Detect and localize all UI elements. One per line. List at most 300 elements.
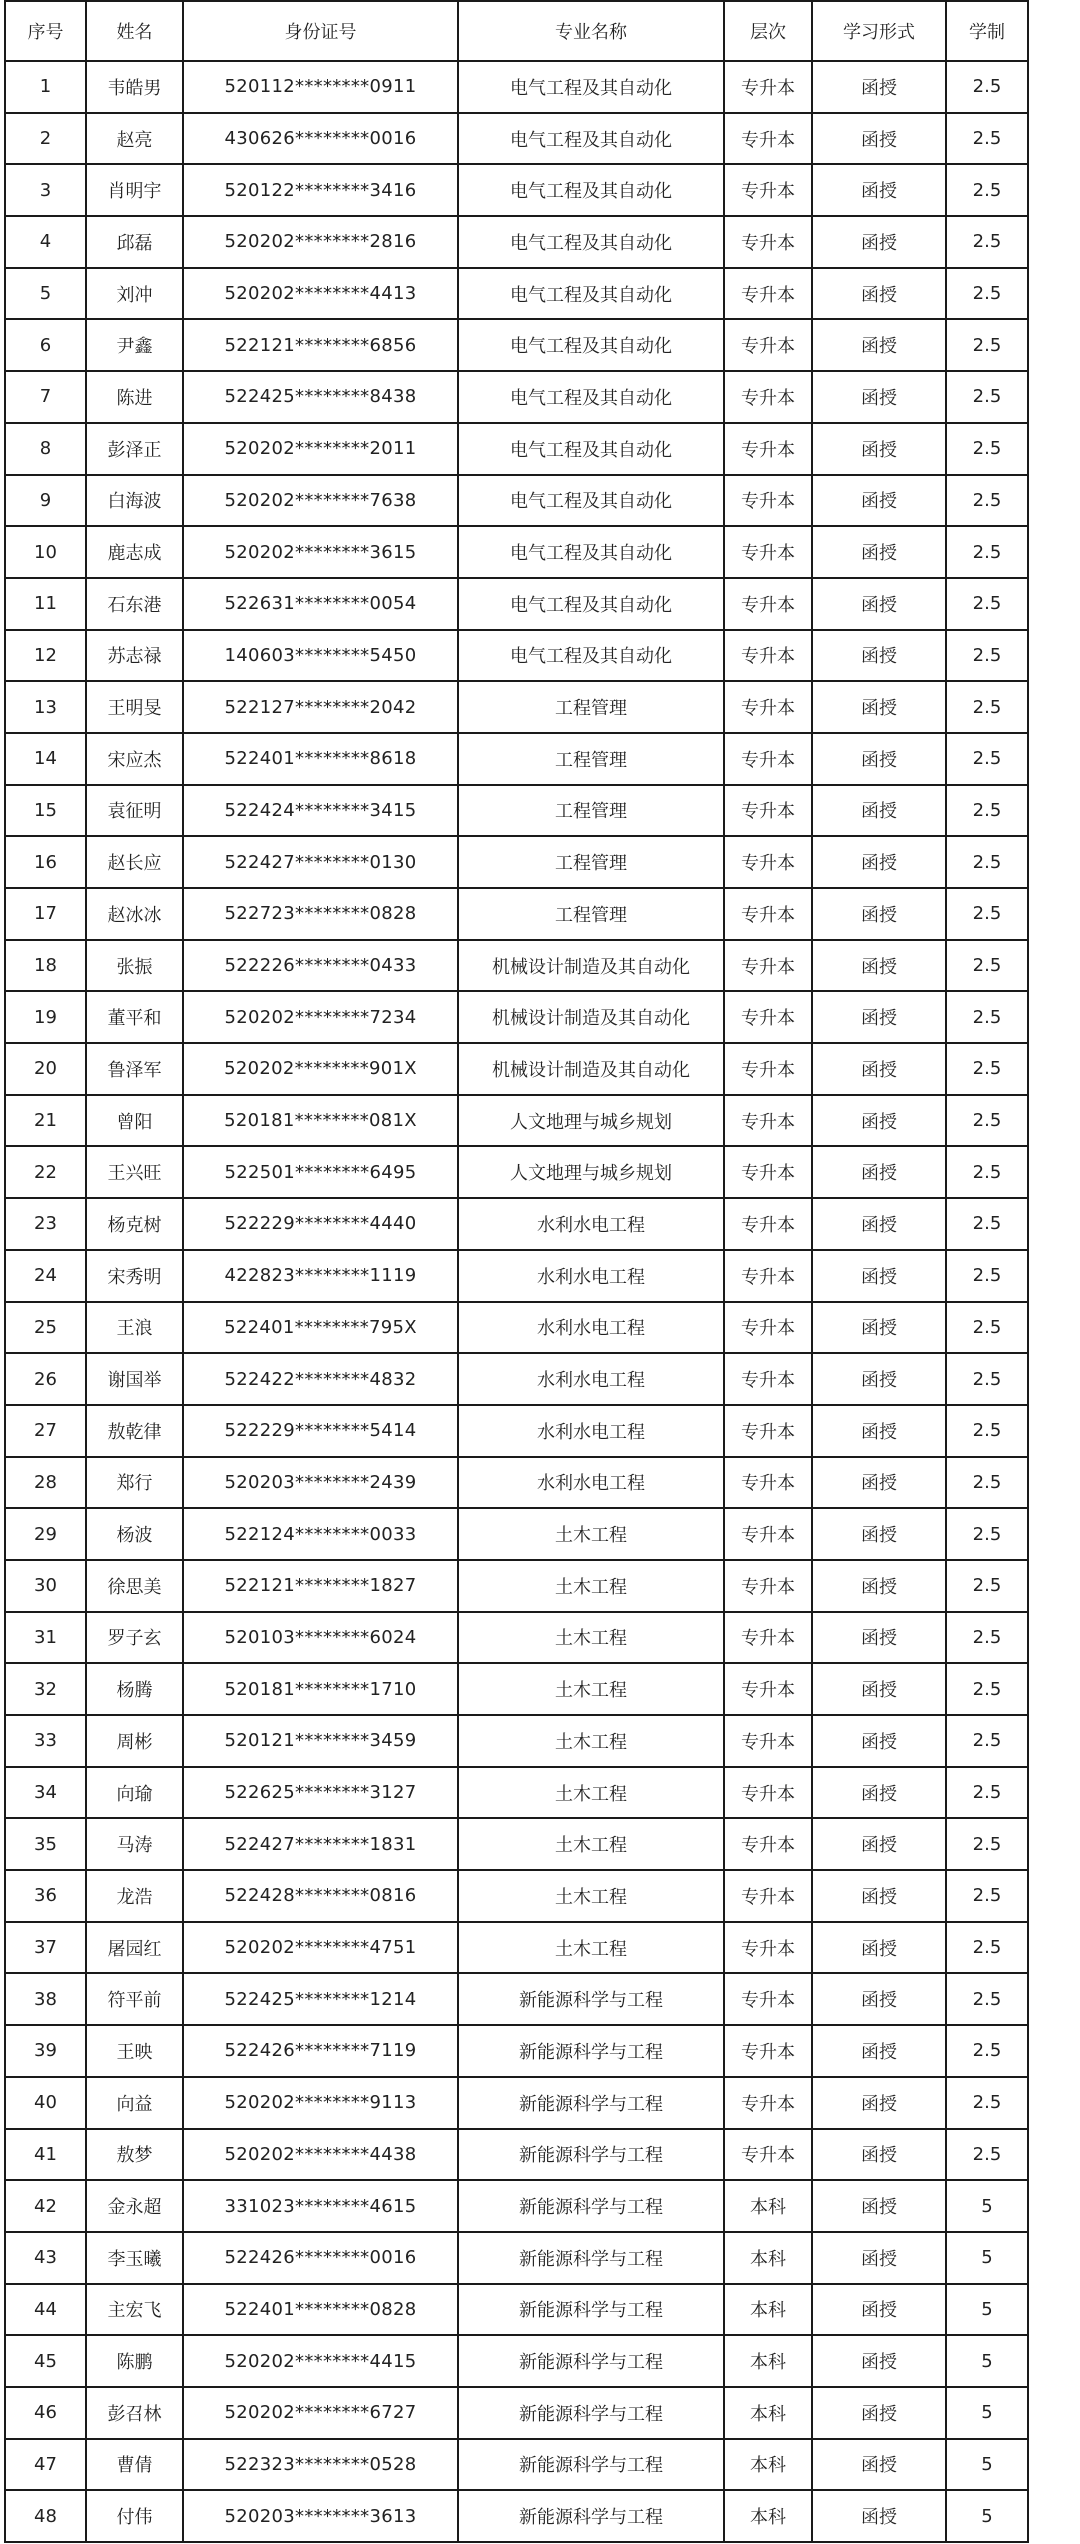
table-row — [5, 1818, 1028, 1870]
cell-duration: 2.5 — [946, 888, 1028, 940]
cell-level: 专升本 — [724, 785, 812, 837]
cell-index: 5 — [5, 268, 86, 320]
cell-major: 机械设计制造及其自动化 — [458, 940, 724, 992]
cell-id-number: 522127********2042 — [183, 681, 458, 733]
cell-duration: 2.5 — [946, 836, 1028, 888]
cell-index: 27 — [5, 1405, 86, 1457]
cell-duration: 5 — [946, 2180, 1028, 2232]
cell-level: 专升本 — [724, 1767, 812, 1819]
cell-id-number: 520103********6024 — [183, 1612, 458, 1664]
cell-id-number: 422823********1119 — [183, 1250, 458, 1302]
cell-name: 付伟 — [86, 2490, 183, 2542]
cell-id-number: 520202********4751 — [183, 1922, 458, 1974]
cell-name: 宋秀明 — [86, 1250, 183, 1302]
cell-index: 1 — [5, 61, 86, 113]
cell-study-mode: 函授 — [812, 1353, 946, 1405]
cell-id-number: 520202********4413 — [183, 268, 458, 320]
cell-level: 专升本 — [724, 371, 812, 423]
cell-major: 电气工程及其自动化 — [458, 526, 724, 578]
cell-study-mode: 函授 — [812, 1715, 946, 1767]
cell-index: 48 — [5, 2490, 86, 2542]
table-row — [5, 475, 1028, 527]
cell-major: 新能源科学与工程 — [458, 2180, 724, 2232]
cell-index: 23 — [5, 1198, 86, 1250]
cell-index: 32 — [5, 1663, 86, 1715]
header-study-mode: 学习形式 — [812, 1, 946, 61]
table-row — [5, 2490, 1028, 2542]
table-row — [5, 1922, 1028, 1974]
table-row — [5, 991, 1028, 1043]
header-index: 序号 — [5, 1, 86, 61]
cell-index: 20 — [5, 1043, 86, 1095]
cell-level: 专升本 — [724, 1973, 812, 2025]
cell-level: 专升本 — [724, 1663, 812, 1715]
table-row — [5, 164, 1028, 216]
cell-study-mode: 函授 — [812, 423, 946, 475]
cell-name: 苏志禄 — [86, 630, 183, 682]
cell-index: 22 — [5, 1146, 86, 1198]
cell-duration: 2.5 — [946, 2077, 1028, 2129]
cell-major: 土木工程 — [458, 1818, 724, 1870]
cell-name: 谢国举 — [86, 1353, 183, 1405]
cell-index: 12 — [5, 630, 86, 682]
cell-duration: 2.5 — [946, 1922, 1028, 1974]
cell-level: 专升本 — [724, 1198, 812, 1250]
cell-index: 4 — [5, 216, 86, 268]
cell-study-mode: 函授 — [812, 991, 946, 1043]
cell-name: 王浪 — [86, 1302, 183, 1354]
cell-name: 赵长应 — [86, 836, 183, 888]
cell-duration: 2.5 — [946, 1457, 1028, 1509]
table-row — [5, 1198, 1028, 1250]
cell-study-mode: 函授 — [812, 1405, 946, 1457]
cell-index: 10 — [5, 526, 86, 578]
table-row — [5, 268, 1028, 320]
cell-major: 电气工程及其自动化 — [458, 578, 724, 630]
cell-name: 杨腾 — [86, 1663, 183, 1715]
cell-major: 新能源科学与工程 — [458, 2025, 724, 2077]
table-row — [5, 2335, 1028, 2387]
cell-name: 向益 — [86, 2077, 183, 2129]
cell-level: 专升本 — [724, 940, 812, 992]
table-row — [5, 1612, 1028, 1664]
cell-study-mode: 函授 — [812, 2335, 946, 2387]
table-row — [5, 888, 1028, 940]
student-list-table — [4, 0, 1029, 2543]
table-row — [5, 1043, 1028, 1095]
cell-duration: 2.5 — [946, 526, 1028, 578]
cell-index: 34 — [5, 1767, 86, 1819]
cell-name: 金永超 — [86, 2180, 183, 2232]
table-row — [5, 2232, 1028, 2284]
cell-duration: 2.5 — [946, 164, 1028, 216]
cell-level: 专升本 — [724, 61, 812, 113]
cell-name: 石东港 — [86, 578, 183, 630]
cell-id-number: 520202********901X — [183, 1043, 458, 1095]
cell-name: 赵亮 — [86, 113, 183, 165]
cell-name: 徐思美 — [86, 1560, 183, 1612]
cell-level: 专升本 — [724, 1353, 812, 1405]
cell-index: 31 — [5, 1612, 86, 1664]
cell-duration: 5 — [946, 2284, 1028, 2336]
cell-major: 电气工程及其自动化 — [458, 268, 724, 320]
cell-duration: 2.5 — [946, 1715, 1028, 1767]
cell-major: 电气工程及其自动化 — [458, 113, 724, 165]
table-row — [5, 578, 1028, 630]
cell-index: 39 — [5, 2025, 86, 2077]
cell-name: 曹倩 — [86, 2439, 183, 2491]
cell-study-mode: 函授 — [812, 61, 946, 113]
cell-major: 工程管理 — [458, 836, 724, 888]
cell-id-number: 522124********0033 — [183, 1508, 458, 1560]
cell-duration: 2.5 — [946, 268, 1028, 320]
cell-id-number: 522229********5414 — [183, 1405, 458, 1457]
cell-study-mode: 函授 — [812, 1457, 946, 1509]
cell-duration: 2.5 — [946, 681, 1028, 733]
table-row — [5, 1973, 1028, 2025]
cell-major: 水利水电工程 — [458, 1198, 724, 1250]
cell-duration: 2.5 — [946, 578, 1028, 630]
cell-major: 电气工程及其自动化 — [458, 475, 724, 527]
cell-name: 王明旻 — [86, 681, 183, 733]
cell-index: 40 — [5, 2077, 86, 2129]
cell-name: 罗子玄 — [86, 1612, 183, 1664]
table-row — [5, 61, 1028, 113]
cell-name: 王映 — [86, 2025, 183, 2077]
cell-level: 专升本 — [724, 113, 812, 165]
table-row — [5, 1457, 1028, 1509]
cell-study-mode: 函授 — [812, 1663, 946, 1715]
cell-id-number: 522425********1214 — [183, 1973, 458, 2025]
cell-duration: 2.5 — [946, 1508, 1028, 1560]
table-row — [5, 1767, 1028, 1819]
cell-level: 专升本 — [724, 1043, 812, 1095]
cell-duration: 2.5 — [946, 475, 1028, 527]
cell-duration: 2.5 — [946, 991, 1028, 1043]
cell-id-number: 522226********0433 — [183, 940, 458, 992]
cell-duration: 2.5 — [946, 1560, 1028, 1612]
table-row — [5, 113, 1028, 165]
table-row — [5, 319, 1028, 371]
table-row — [5, 2025, 1028, 2077]
cell-id-number: 520202********7234 — [183, 991, 458, 1043]
cell-name: 韦皓男 — [86, 61, 183, 113]
cell-index: 18 — [5, 940, 86, 992]
cell-index: 9 — [5, 475, 86, 527]
cell-id-number: 522401********795X — [183, 1302, 458, 1354]
cell-id-number: 520181********1710 — [183, 1663, 458, 1715]
cell-id-number: 520202********2011 — [183, 423, 458, 475]
cell-id-number: 520202********4438 — [183, 2129, 458, 2181]
cell-major: 土木工程 — [458, 1612, 724, 1664]
cell-id-number: 520122********3416 — [183, 164, 458, 216]
cell-major: 新能源科学与工程 — [458, 2232, 724, 2284]
cell-index: 17 — [5, 888, 86, 940]
cell-index: 21 — [5, 1095, 86, 1147]
cell-major: 电气工程及其自动化 — [458, 216, 724, 268]
cell-index: 43 — [5, 2232, 86, 2284]
cell-level: 专升本 — [724, 1302, 812, 1354]
table-row — [5, 2439, 1028, 2491]
cell-index: 2 — [5, 113, 86, 165]
cell-major: 新能源科学与工程 — [458, 2129, 724, 2181]
cell-id-number: 522428********0816 — [183, 1870, 458, 1922]
cell-study-mode: 函授 — [812, 2077, 946, 2129]
cell-level: 专升本 — [724, 1457, 812, 1509]
cell-major: 水利水电工程 — [458, 1250, 724, 1302]
cell-index: 47 — [5, 2439, 86, 2491]
table-row — [5, 1353, 1028, 1405]
cell-major: 土木工程 — [458, 1767, 724, 1819]
table-row — [5, 1715, 1028, 1767]
cell-duration: 5 — [946, 2335, 1028, 2387]
cell-level: 专升本 — [724, 1612, 812, 1664]
cell-name: 主宏飞 — [86, 2284, 183, 2336]
cell-major: 新能源科学与工程 — [458, 2077, 724, 2129]
cell-id-number: 522631********0054 — [183, 578, 458, 630]
cell-major: 工程管理 — [458, 888, 724, 940]
cell-major: 电气工程及其自动化 — [458, 630, 724, 682]
cell-duration: 2.5 — [946, 1198, 1028, 1250]
cell-level: 本科 — [724, 2335, 812, 2387]
cell-id-number: 522427********1831 — [183, 1818, 458, 1870]
cell-level: 专升本 — [724, 319, 812, 371]
cell-study-mode: 函授 — [812, 578, 946, 630]
cell-duration: 2.5 — [946, 61, 1028, 113]
cell-major: 人文地理与城乡规划 — [458, 1146, 724, 1198]
cell-study-mode: 函授 — [812, 681, 946, 733]
cell-index: 3 — [5, 164, 86, 216]
header-id-number: 身份证号 — [183, 1, 458, 61]
cell-duration: 2.5 — [946, 733, 1028, 785]
cell-name: 董平和 — [86, 991, 183, 1043]
cell-level: 专升本 — [724, 1146, 812, 1198]
cell-study-mode: 函授 — [812, 2284, 946, 2336]
cell-name: 屠园红 — [86, 1922, 183, 1974]
cell-study-mode: 函授 — [812, 1250, 946, 1302]
cell-duration: 2.5 — [946, 1302, 1028, 1354]
cell-major: 新能源科学与工程 — [458, 2387, 724, 2439]
cell-study-mode: 函授 — [812, 630, 946, 682]
header-name: 姓名 — [86, 1, 183, 61]
cell-duration: 2.5 — [946, 1870, 1028, 1922]
table-row — [5, 2284, 1028, 2336]
cell-name: 鲁泽军 — [86, 1043, 183, 1095]
cell-name: 陈进 — [86, 371, 183, 423]
cell-id-number: 522401********8618 — [183, 733, 458, 785]
cell-major: 水利水电工程 — [458, 1457, 724, 1509]
cell-study-mode: 函授 — [812, 2439, 946, 2491]
table-row — [5, 785, 1028, 837]
cell-id-number: 520202********3615 — [183, 526, 458, 578]
cell-id-number: 522229********4440 — [183, 1198, 458, 1250]
table-row — [5, 423, 1028, 475]
cell-name: 敖梦 — [86, 2129, 183, 2181]
cell-major: 人文地理与城乡规划 — [458, 1095, 724, 1147]
cell-name: 尹鑫 — [86, 319, 183, 371]
cell-name: 杨波 — [86, 1508, 183, 1560]
cell-duration: 2.5 — [946, 940, 1028, 992]
cell-name: 王兴旺 — [86, 1146, 183, 1198]
cell-duration: 2.5 — [946, 2129, 1028, 2181]
table-row — [5, 681, 1028, 733]
cell-study-mode: 函授 — [812, 888, 946, 940]
table-row — [5, 1560, 1028, 1612]
cell-id-number: 522121********1827 — [183, 1560, 458, 1612]
table-row — [5, 1870, 1028, 1922]
cell-id-number: 522501********6495 — [183, 1146, 458, 1198]
cell-major: 机械设计制造及其自动化 — [458, 991, 724, 1043]
table-row — [5, 2180, 1028, 2232]
table-row — [5, 2129, 1028, 2181]
cell-major: 水利水电工程 — [458, 1405, 724, 1457]
cell-major: 工程管理 — [458, 681, 724, 733]
cell-level: 专升本 — [724, 526, 812, 578]
cell-major: 电气工程及其自动化 — [458, 371, 724, 423]
cell-duration: 2.5 — [946, 1973, 1028, 2025]
cell-level: 专升本 — [724, 888, 812, 940]
cell-name: 龙浩 — [86, 1870, 183, 1922]
cell-index: 37 — [5, 1922, 86, 1974]
header-duration: 学制 — [946, 1, 1028, 61]
cell-level: 本科 — [724, 2439, 812, 2491]
cell-study-mode: 函授 — [812, 2232, 946, 2284]
cell-id-number: 520202********9113 — [183, 2077, 458, 2129]
table-row — [5, 1405, 1028, 1457]
cell-duration: 2.5 — [946, 785, 1028, 837]
cell-level: 专升本 — [724, 1715, 812, 1767]
cell-id-number: 430626********0016 — [183, 113, 458, 165]
cell-duration: 2.5 — [946, 113, 1028, 165]
cell-name: 周彬 — [86, 1715, 183, 1767]
cell-name: 敖乾律 — [86, 1405, 183, 1457]
cell-index: 8 — [5, 423, 86, 475]
cell-duration: 2.5 — [946, 1043, 1028, 1095]
cell-index: 6 — [5, 319, 86, 371]
cell-study-mode: 函授 — [812, 216, 946, 268]
cell-id-number: 520181********081X — [183, 1095, 458, 1147]
cell-level: 专升本 — [724, 2077, 812, 2129]
cell-index: 46 — [5, 2387, 86, 2439]
cell-name: 肖明宇 — [86, 164, 183, 216]
cell-duration: 2.5 — [946, 216, 1028, 268]
cell-major: 土木工程 — [458, 1715, 724, 1767]
table-row — [5, 371, 1028, 423]
cell-major: 新能源科学与工程 — [458, 2490, 724, 2542]
cell-name: 彭召林 — [86, 2387, 183, 2439]
cell-id-number: 331023********4615 — [183, 2180, 458, 2232]
cell-name: 马涛 — [86, 1818, 183, 1870]
table-row — [5, 526, 1028, 578]
cell-major: 新能源科学与工程 — [458, 2439, 724, 2491]
cell-level: 专升本 — [724, 630, 812, 682]
cell-id-number: 522426********7119 — [183, 2025, 458, 2077]
cell-study-mode: 函授 — [812, 2129, 946, 2181]
cell-level: 专升本 — [724, 1818, 812, 1870]
cell-study-mode: 函授 — [812, 1508, 946, 1560]
cell-major: 电气工程及其自动化 — [458, 164, 724, 216]
cell-study-mode: 函授 — [812, 2025, 946, 2077]
cell-name: 鹿志成 — [86, 526, 183, 578]
cell-study-mode: 函授 — [812, 2490, 946, 2542]
table-row — [5, 1508, 1028, 1560]
cell-study-mode: 函授 — [812, 836, 946, 888]
cell-id-number: 520203********2439 — [183, 1457, 458, 1509]
cell-id-number: 520202********6727 — [183, 2387, 458, 2439]
cell-index: 26 — [5, 1353, 86, 1405]
header-row — [5, 1, 1028, 61]
cell-study-mode: 函授 — [812, 1767, 946, 1819]
cell-index: 15 — [5, 785, 86, 837]
cell-id-number: 522723********0828 — [183, 888, 458, 940]
cell-study-mode: 函授 — [812, 1973, 946, 2025]
cell-duration: 2.5 — [946, 319, 1028, 371]
cell-level: 专升本 — [724, 681, 812, 733]
cell-study-mode: 函授 — [812, 1560, 946, 1612]
cell-major: 电气工程及其自动化 — [458, 61, 724, 113]
cell-id-number: 522425********8438 — [183, 371, 458, 423]
cell-level: 专升本 — [724, 423, 812, 475]
cell-study-mode: 函授 — [812, 1612, 946, 1664]
cell-level: 专升本 — [724, 578, 812, 630]
table-header — [5, 1, 1028, 61]
cell-id-number: 520202********4415 — [183, 2335, 458, 2387]
cell-id-number: 522323********0528 — [183, 2439, 458, 2491]
cell-duration: 2.5 — [946, 423, 1028, 475]
cell-index: 42 — [5, 2180, 86, 2232]
table-row — [5, 1095, 1028, 1147]
table-row — [5, 2077, 1028, 2129]
cell-id-number: 520202********2816 — [183, 216, 458, 268]
cell-index: 30 — [5, 1560, 86, 1612]
cell-study-mode: 函授 — [812, 940, 946, 992]
cell-level: 专升本 — [724, 2129, 812, 2181]
cell-name: 符平前 — [86, 1973, 183, 2025]
cell-level: 专升本 — [724, 268, 812, 320]
cell-duration: 2.5 — [946, 1353, 1028, 1405]
cell-level: 专升本 — [724, 1405, 812, 1457]
cell-index: 36 — [5, 1870, 86, 1922]
cell-duration: 2.5 — [946, 1095, 1028, 1147]
cell-level: 专升本 — [724, 1870, 812, 1922]
cell-duration: 2.5 — [946, 1146, 1028, 1198]
cell-index: 25 — [5, 1302, 86, 1354]
header-level: 层次 — [724, 1, 812, 61]
cell-level: 本科 — [724, 2284, 812, 2336]
cell-name: 袁征明 — [86, 785, 183, 837]
cell-major: 机械设计制造及其自动化 — [458, 1043, 724, 1095]
cell-index: 44 — [5, 2284, 86, 2336]
cell-major: 水利水电工程 — [458, 1353, 724, 1405]
cell-name: 曾阳 — [86, 1095, 183, 1147]
table-row — [5, 1250, 1028, 1302]
cell-index: 28 — [5, 1457, 86, 1509]
cell-major: 水利水电工程 — [458, 1302, 724, 1354]
cell-study-mode: 函授 — [812, 526, 946, 578]
cell-name: 赵冰冰 — [86, 888, 183, 940]
cell-duration: 2.5 — [946, 2025, 1028, 2077]
cell-id-number: 522424********3415 — [183, 785, 458, 837]
table-row — [5, 1663, 1028, 1715]
cell-name: 彭泽正 — [86, 423, 183, 475]
cell-study-mode: 函授 — [812, 2180, 946, 2232]
cell-index: 16 — [5, 836, 86, 888]
cell-study-mode: 函授 — [812, 1043, 946, 1095]
cell-name: 杨克树 — [86, 1198, 183, 1250]
cell-major: 土木工程 — [458, 1508, 724, 1560]
cell-study-mode: 函授 — [812, 1922, 946, 1974]
cell-study-mode: 函授 — [812, 733, 946, 785]
